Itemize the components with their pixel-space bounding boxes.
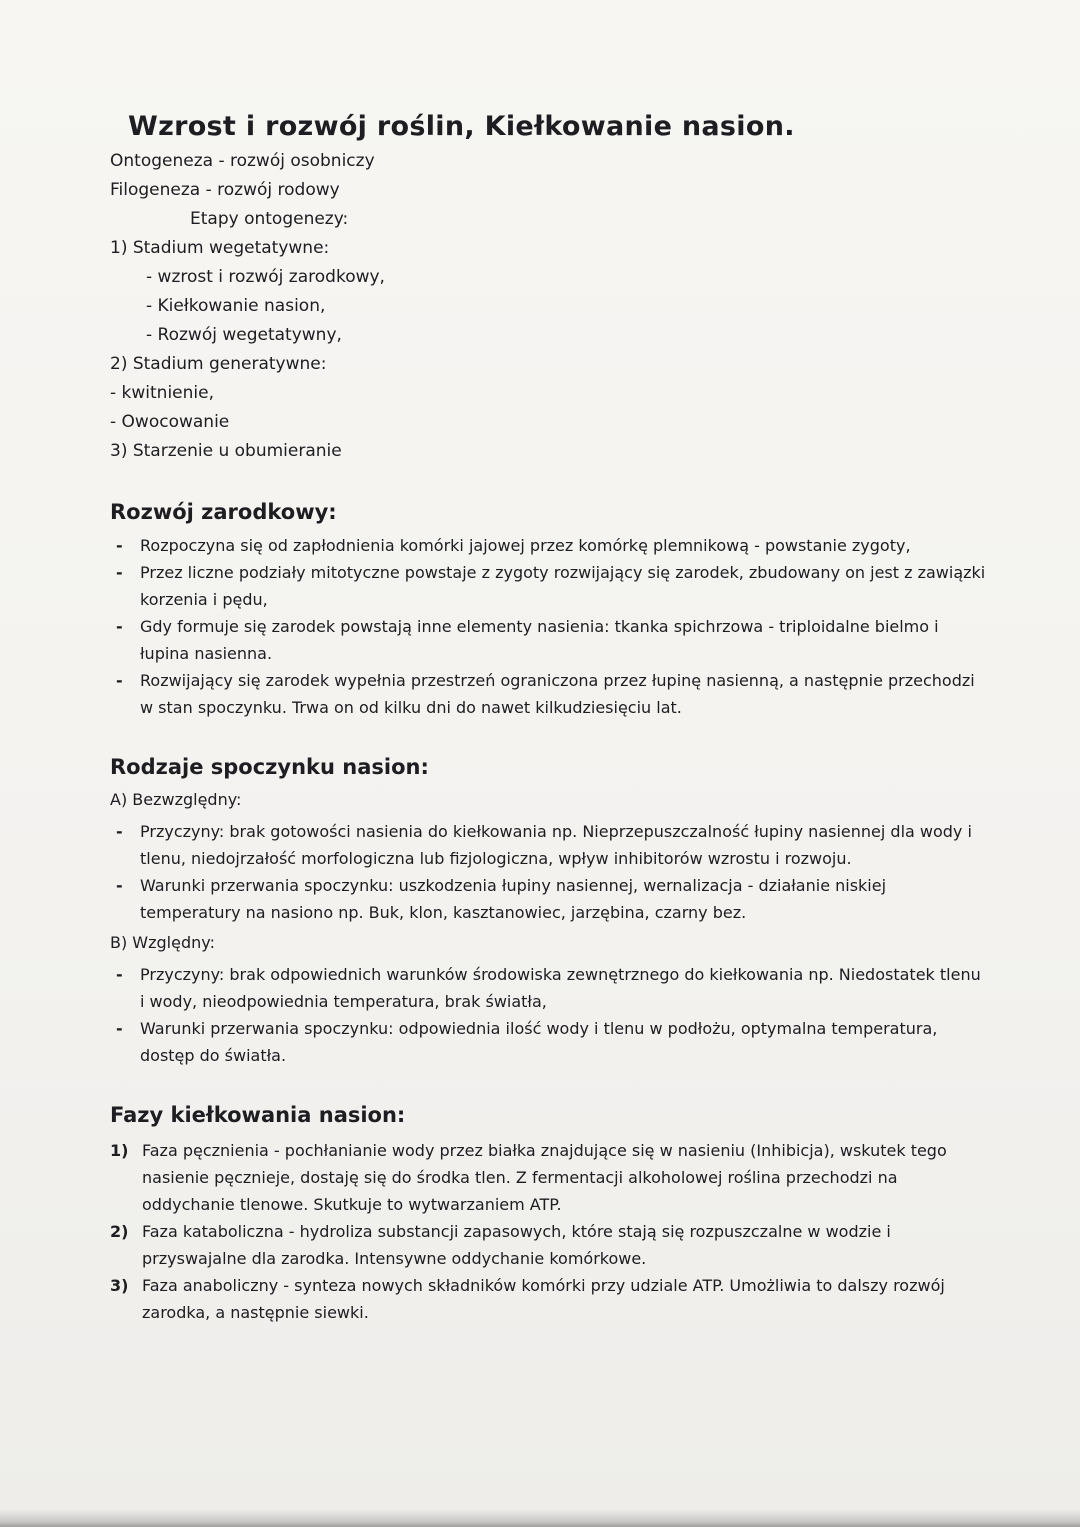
bullet-list	[110, 532, 990, 721]
list-item	[110, 1272, 990, 1326]
stage-2-item: - Owocowanie	[110, 412, 230, 432]
section-heading: Rodzaje spoczynku nasion:	[110, 755, 429, 779]
section-rozwoj-zarodkowy	[110, 496, 990, 721]
section-heading: Fazy kiełkowania nasion:	[110, 1103, 406, 1127]
bullet-list	[110, 818, 990, 926]
section-fazy-kielkowania	[110, 1099, 990, 1326]
stage-3-label: 3) Starzenie u obumieranie	[110, 441, 342, 461]
item-text: Faza kataboliczna - hydroliza substancji zapasowych, które stają się rozpuszczalne w wodzie i przyswajalne dla zarodka. Intensywne oddychanie komórkowe.	[142, 1222, 891, 1268]
section-rodzaje-spoczynku	[110, 751, 990, 1069]
stage-1-label: 1) Stadium wegetatywne:	[110, 238, 330, 258]
definition-ontogeneza: Ontogeneza - rozwój osobniczy	[110, 151, 375, 171]
page-title: Wzrost i rozwój roślin, Kiełkowanie nasion.	[128, 111, 795, 142]
item-text: Faza anaboliczny - synteza nowych składników komórki przy udziale ATP. Umożliwia to dalszy rozwój zarodka, a następnie siewki.	[142, 1276, 945, 1322]
subsection-label-a: A) Bezwzględny:	[110, 790, 242, 809]
item-number: 1)	[110, 1141, 129, 1160]
list-item: - Przez liczne podziały mitotyczne powstaje z zygoty rozwijający się zarodek, zbudowany on jest z zawiązki korzenia i pędu,	[110, 559, 990, 613]
list-item: - Warunki przerwania spoczynku: odpowiednia ilość wody i tlenu w podłożu, optymalna temperatura, dostęp do światła.	[110, 1015, 990, 1069]
list-item: - Przyczyny: brak gotowości nasienia do kiełkowania np. Nieprzepuszczalność łupiny nasiennej dla wody i tlenu, niedojrzałość morfologiczna lub fizjologiczna, wpływ inhibitorów wzrostu i rozwoju.	[110, 818, 990, 872]
list-item: - Gdy formuje się zarodek powstają inne elementy nasienia: tkanka spichrzowa - triploidalne bielmo i łupina nasienna.	[110, 613, 990, 667]
stages-heading: Etapy ontogenezy:	[190, 209, 349, 229]
paper-bottom-edge	[0, 1509, 1080, 1527]
stage-2-label: 2) Stadium generatywne:	[110, 354, 327, 374]
item-number: 3)	[110, 1276, 129, 1295]
stage-1-item: - wzrost i rozwój zarodkowy,	[146, 267, 385, 287]
stage-1-item: - Kiełkowanie nasion,	[146, 296, 326, 316]
item-text: Faza pęcznienia - pochłanianie wody przez białka znajdujące się w nasieniu (Inhibicja), wskutek tego nasienie pęcznieje, dostaję się do środka tlen. Z fermentacji alkoholowej roślina przechodzi na oddychanie tlenowe. Skutkuje to wytwarzaniem ATP.	[142, 1141, 947, 1214]
section-heading: Rozwój zarodkowy:	[110, 500, 337, 524]
stage-1-item: - Rozwój wegetatywny,	[146, 325, 342, 345]
list-item: - Rozwijający się zarodek wypełnia przestrzeń ograniczona przez łupinę nasienną, a następnie przechodzi w stan spoczynku. Trwa on od kilku dni do nawet kilkudziesięciu lat.	[110, 667, 990, 721]
list-item	[110, 1137, 990, 1218]
list-item: - Warunki przerwania spoczynku: uszkodzenia łupiny nasiennej, wernalizacja - działanie niskiej temperatury na nasiono np. Buk, klon, kasztanowiec, jarzębina, czarny bez.	[110, 872, 990, 926]
subsection-label-b: B) Względny:	[110, 933, 215, 952]
definition-filogeneza: Filogeneza - rozwój rodowy	[110, 180, 340, 200]
list-item: - Przyczyny: brak odpowiednich warunków środowiska zewnętrznego do kiełkowania np. Niedostatek tlenu i wody, nieodpowiednia temperatura, brak światła,	[110, 961, 990, 1015]
stage-2-item: - kwitnienie,	[110, 383, 214, 403]
item-number: 2)	[110, 1222, 129, 1241]
list-item: - Rozpoczyna się od zapłodnienia komórki jajowej przez komórkę plemnikową - powstanie zygoty,	[110, 532, 990, 559]
note-content	[110, 100, 990, 1326]
numbered-list	[110, 1137, 990, 1326]
bullet-list	[110, 961, 990, 1069]
list-item	[110, 1218, 990, 1272]
